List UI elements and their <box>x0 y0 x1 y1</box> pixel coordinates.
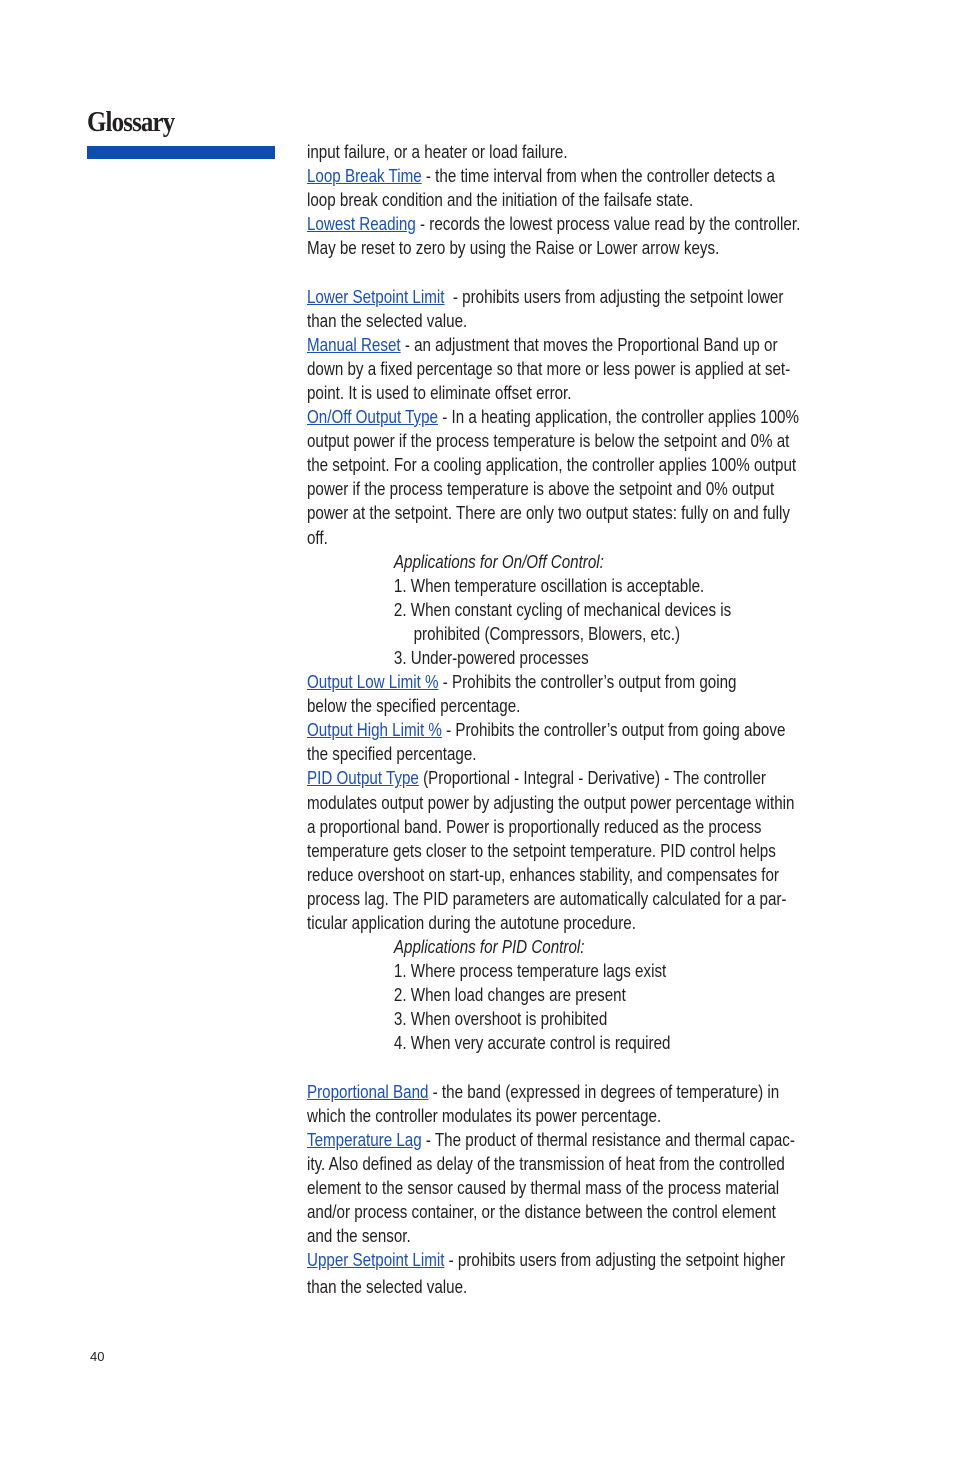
term-link-lower-setpoint-limit[interactable]: Lower Setpoint Limit <box>307 285 445 307</box>
spacer <box>307 260 881 284</box>
glossary-line: below the specified percentage. <box>307 695 521 717</box>
glossary-entry-loop-break-time <box>307 164 881 188</box>
glossary-line: point. It is used to eliminate offset error. <box>307 381 572 403</box>
term-link-manual-reset[interactable]: Manual Reset <box>307 333 401 355</box>
glossary-line: down by a fixed percentage so that more or less power is applied at set- <box>307 357 791 379</box>
pid-applications-heading: Applications for PID Control: <box>393 936 585 958</box>
glossary-line: off. <box>307 526 328 548</box>
glossary-entry-output-high-limit <box>307 718 881 742</box>
list-item-continuation: prohibited (Compressors, Blowers, etc.) <box>413 622 681 644</box>
glossary-line: and/or process container, or the distance between the control element <box>307 1201 776 1223</box>
glossary-entry-onoff-output-type <box>307 405 881 429</box>
glossary-line: than the selected value. <box>307 309 468 331</box>
glossary-line: reduce overshoot on start-up, enhances stability, and compensates for <box>307 863 779 885</box>
glossary-line: the specified percentage. <box>307 743 477 765</box>
glossary-line: modulates output power by adjusting the output power percentage within <box>307 791 795 813</box>
definition-text: - Prohibits the controller’s output from going above <box>441 719 786 741</box>
list-item: 4. When very accurate control is required <box>393 1032 671 1054</box>
definition-text: - In a heating application, the controller applies 100% <box>437 406 799 428</box>
definition-text: - prohibits users from adjusting the setpoint higher <box>444 1249 786 1271</box>
list-item: 2. When load changes are present <box>393 984 626 1006</box>
glossary-line: which the controller modulates its power percentage. <box>307 1104 662 1126</box>
term-link-pid-output-type[interactable]: PID Output Type <box>307 767 419 789</box>
page-title: Glossary <box>87 106 175 138</box>
glossary-body <box>307 140 881 1300</box>
definition-text: - The product of thermal resistance and thermal capac- <box>421 1128 795 1150</box>
glossary-entry-manual-reset <box>307 333 881 357</box>
term-link-onoff-output-type[interactable]: On/Off Output Type <box>307 406 438 428</box>
glossary-entry-temperature-lag <box>307 1128 881 1152</box>
definition-text: - the band (expressed in degrees of temperature) in <box>428 1080 780 1102</box>
definition-text: (Proportional - Integral - Derivative) - The controller <box>418 767 766 789</box>
glossary-line: a proportional band. Power is proportionally reduced as the process <box>307 815 762 837</box>
onoff-applications-heading: Applications for On/Off Control: <box>393 550 604 572</box>
glossary-line: output power if the process temperature is below the setpoint and 0% at <box>307 430 790 452</box>
glossary-entry-lowest-reading <box>307 212 881 236</box>
term-link-loop-break-time[interactable]: Loop Break Time <box>307 165 422 187</box>
glossary-line: power if the process temperature is above the setpoint and 0% output <box>307 478 775 500</box>
definition-text: - the time interval from when the controller detects a <box>421 165 775 187</box>
glossary-line: May be reset to zero by using the Raise or Lower arrow keys. <box>307 237 720 259</box>
list-item: 1. Where process temperature lags exist <box>393 960 667 982</box>
glossary-entry-lower-setpoint-limit <box>307 285 881 309</box>
glossary-line: power at the setpoint. There are only two output states: fully on and fully <box>307 502 790 524</box>
definition-text: - Prohibits the controller’s output from going <box>438 671 737 693</box>
page-number: 40 <box>90 1349 105 1364</box>
term-link-proportional-band[interactable]: Proportional Band <box>307 1080 429 1102</box>
spacer <box>307 1056 881 1080</box>
glossary-entry-proportional-band <box>307 1080 881 1104</box>
glossary-line: element to the sensor caused by thermal mass of the process material <box>307 1177 780 1199</box>
list-item: 1. When temperature oscillation is acceptable. <box>393 574 705 596</box>
glossary-line: the setpoint. For a cooling application, the controller applies 100% output <box>307 454 797 476</box>
glossary-entry-output-low-limit <box>307 670 881 694</box>
list-item: 3. Under-powered processes <box>393 646 589 668</box>
glossary-line: than the selected value. <box>307 1276 468 1298</box>
glossary-line: and the sensor. <box>307 1225 411 1247</box>
glossary-line: temperature gets closer to the setpoint temperature. PID control helps <box>307 839 776 861</box>
title-underline-bar <box>87 146 275 159</box>
term-link-output-low-limit[interactable]: Output Low Limit % <box>307 671 439 693</box>
list-item: 2. When constant cycling of mechanical devices is <box>393 598 732 620</box>
glossary-line: ticular application during the autotune procedure. <box>307 912 636 933</box>
term-link-upper-setpoint-limit[interactable]: Upper Setpoint Limit <box>307 1249 445 1271</box>
glossary-line: ity. Also defined as delay of the transmission of heat from the controlled <box>307 1152 785 1174</box>
term-link-temperature-lag[interactable]: Temperature Lag <box>307 1128 422 1150</box>
definition-text: - prohibits users from adjusting the setpoint lower <box>444 285 784 307</box>
glossary-line: input failure, or a heater or load failure. <box>307 141 568 162</box>
glossary-entry-upper-setpoint-limit <box>307 1248 881 1272</box>
list-item: 3. When overshoot is prohibited <box>393 1008 608 1030</box>
term-link-output-high-limit[interactable]: Output High Limit % <box>307 719 442 741</box>
definition-text: - an adjustment that moves the Proportional Band up or <box>400 333 778 355</box>
definition-text: - records the lowest process value read by the controller. <box>415 213 801 235</box>
glossary-line: process lag. The PID parameters are automatically calculated for a par- <box>307 887 787 909</box>
glossary-entry-pid-output-type <box>307 766 881 790</box>
term-link-lowest-reading[interactable]: Lowest Reading <box>307 213 416 235</box>
glossary-line: loop break condition and the initiation of the failsafe state. <box>307 189 694 211</box>
